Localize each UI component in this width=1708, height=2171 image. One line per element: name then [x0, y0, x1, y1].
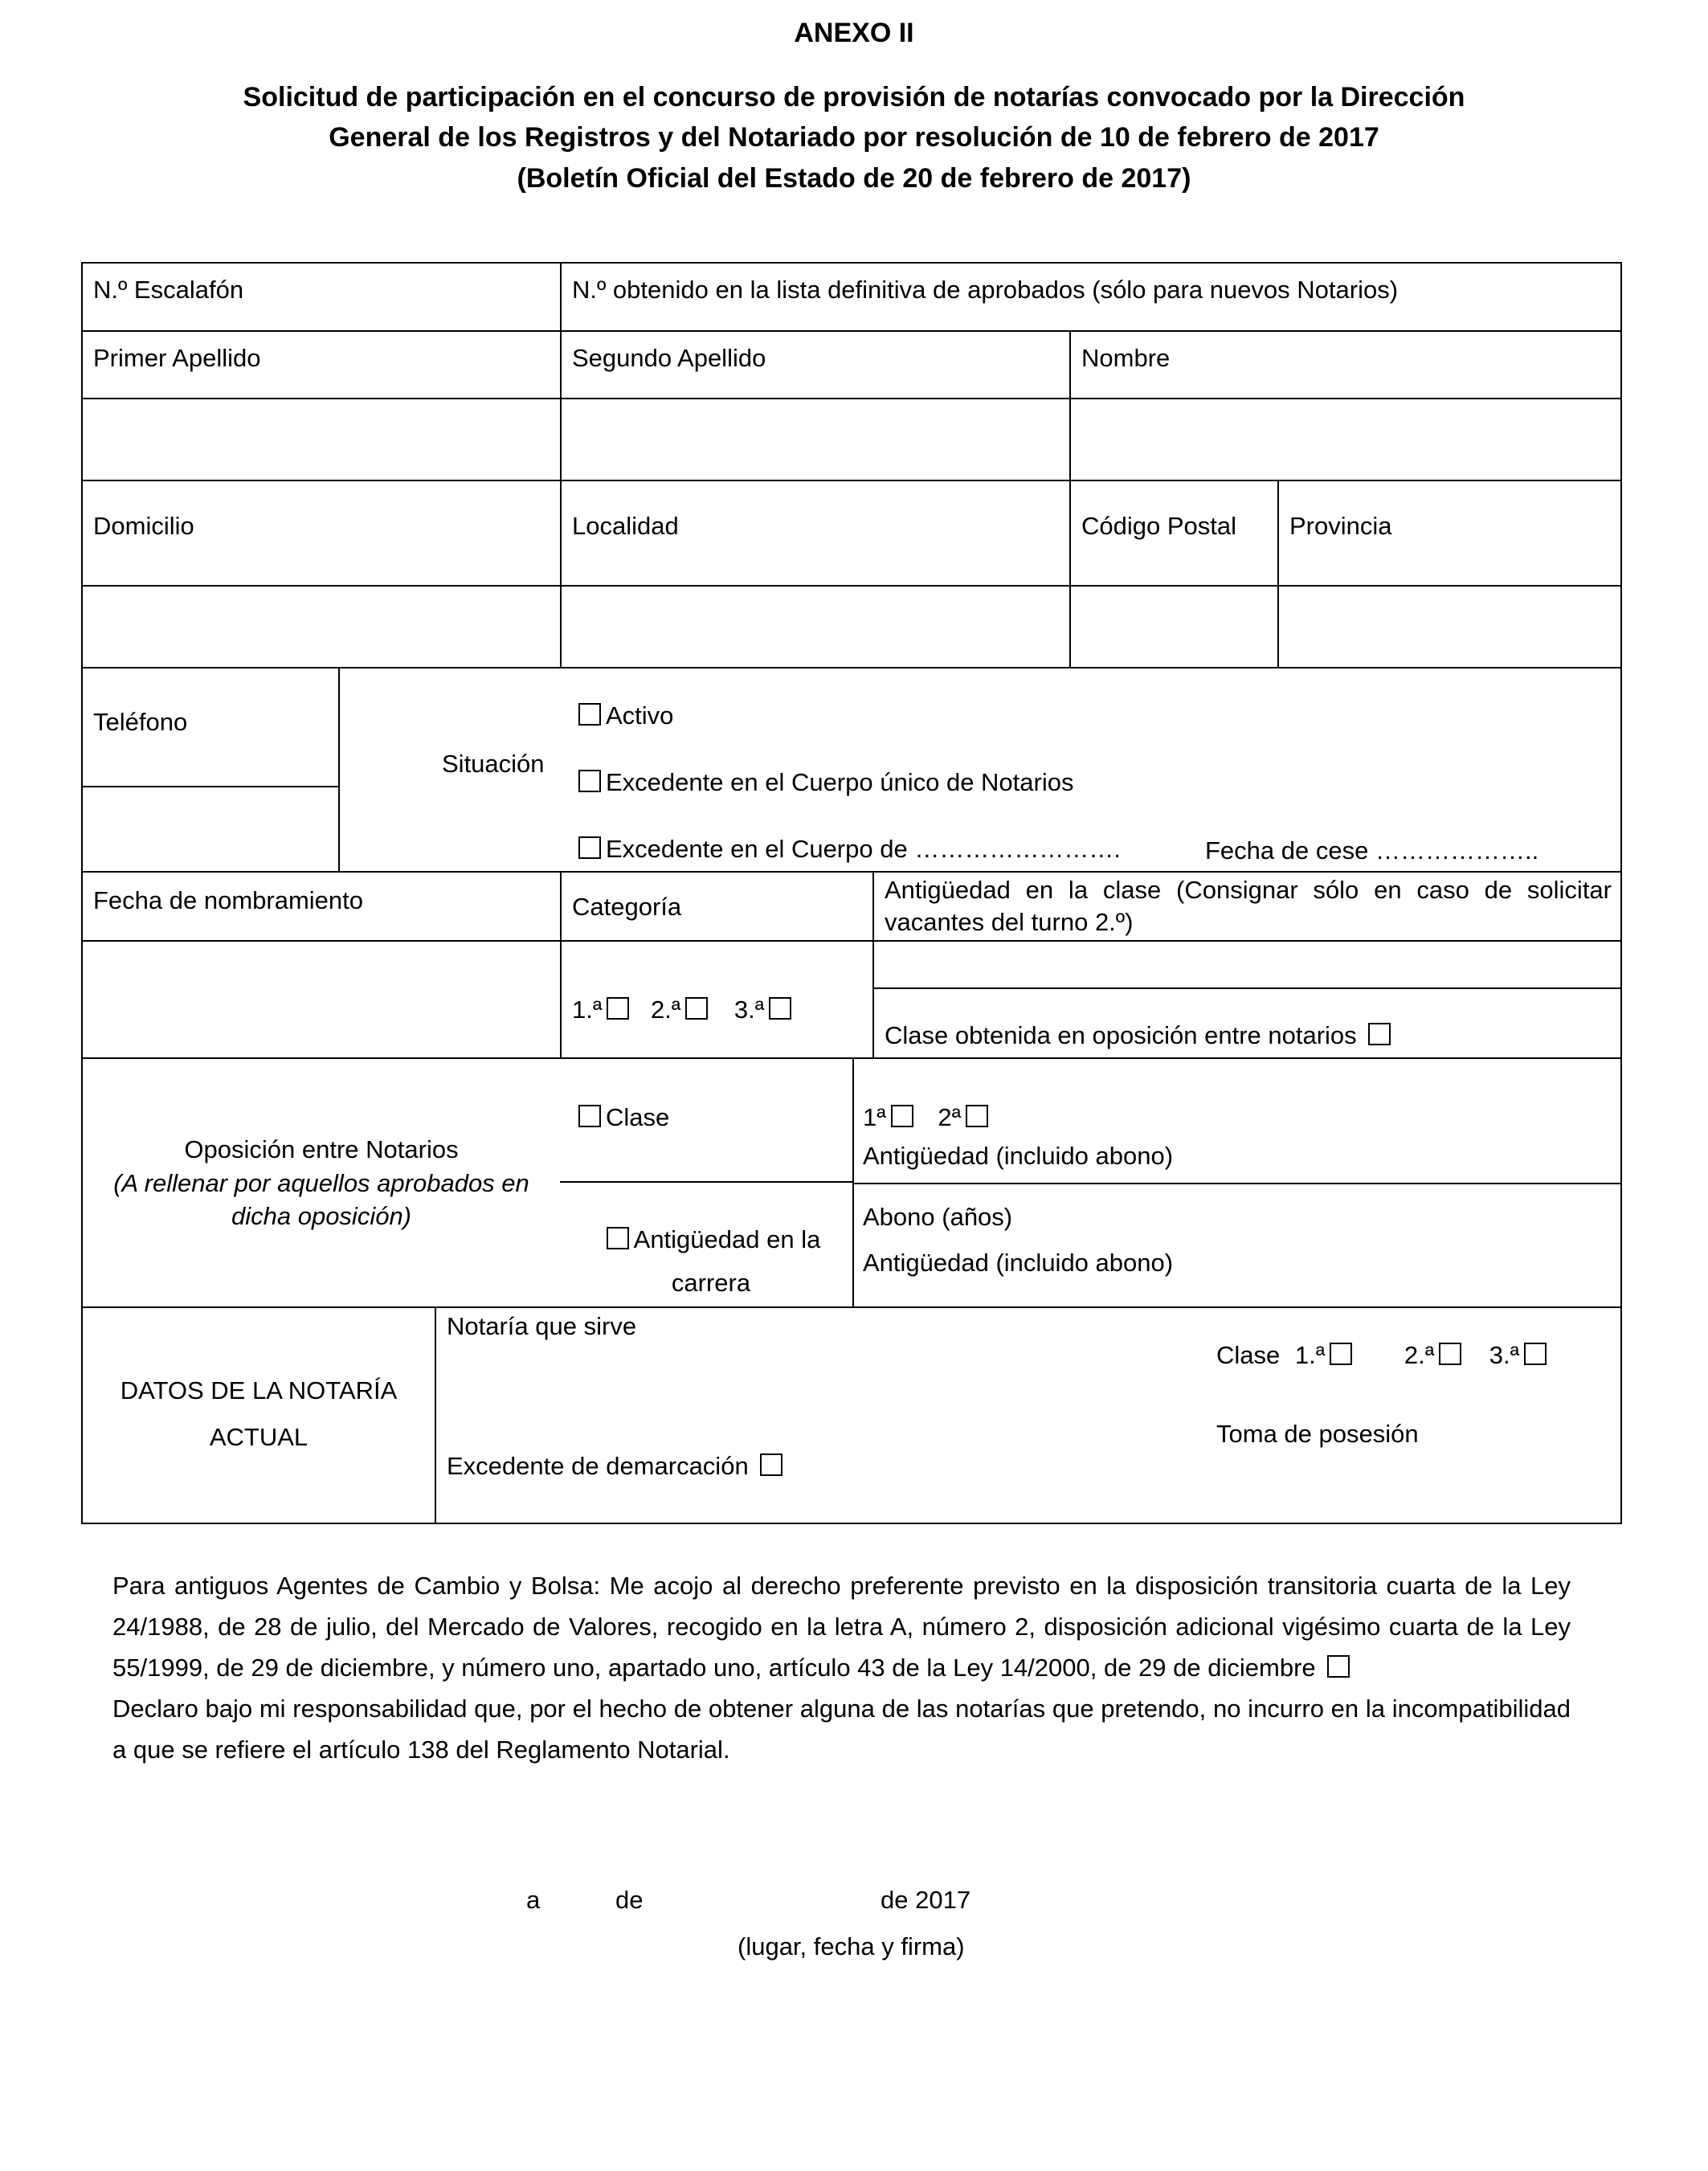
excedente-demarcacion-option[interactable]: Excedente de demarcación — [447, 1451, 787, 1481]
localidad-field[interactable] — [562, 587, 1069, 667]
form-title-line-3: (Boletín Oficial del Estado de 20 de febrero de 2017) — [517, 163, 1191, 194]
toma-posesion-label: Toma de posesión — [1216, 1420, 1419, 1448]
form-title-line-2: General de los Registros y del Notariado por resolución de 10 de febrero de 2017 — [329, 122, 1379, 153]
escalafon-label: N.º Escalafón — [93, 276, 244, 304]
oposicion-clase-1-checkbox[interactable] — [891, 1105, 913, 1127]
signature-de: de — [615, 1886, 644, 1914]
clase-notaria-1-checkbox[interactable] — [1330, 1343, 1352, 1365]
categoria-1-checkbox[interactable] — [607, 997, 629, 1020]
clase-notaria-options: Clase 1.ª 2.ª 3.ª — [1216, 1340, 1551, 1370]
clase-notaria-3-checkbox[interactable] — [1524, 1343, 1547, 1365]
provincia-field[interactable] — [1279, 587, 1620, 667]
datos-notaria-label: DATOS DE LA NOTARÍA ACTUAL — [120, 1376, 398, 1451]
nombre-label: Nombre — [1081, 344, 1171, 372]
oposicion-title: Oposición entre Notarios — [184, 1135, 459, 1163]
declaration-paragraph — [112, 1565, 1571, 1770]
categoria-3-checkbox[interactable] — [769, 997, 791, 1020]
fecha-nombramiento-field[interactable] — [83, 942, 560, 1057]
annex-title: ANEXO II — [794, 18, 914, 48]
excedente-unico-checkbox[interactable] — [578, 770, 601, 792]
antiguedad-carrera-option[interactable]: Antigüedad en la carrera — [578, 1218, 844, 1305]
clase-obtenida-checkbox[interactable] — [1368, 1023, 1391, 1045]
clase-notaria-2-checkbox[interactable] — [1439, 1343, 1461, 1365]
primer-apellido-label: Primer Apellido — [93, 344, 261, 372]
domicilio-field[interactable] — [83, 587, 560, 667]
antiguedad-clase-field[interactable] — [874, 942, 1620, 987]
activo-checkbox[interactable] — [578, 703, 601, 726]
situacion-excedente-unico-option[interactable]: Excedente en el Cuerpo único de Notarios — [574, 767, 1073, 797]
segundo-apellido-label: Segundo Apellido — [572, 344, 766, 372]
situacion-label: Situación — [442, 750, 545, 778]
agentes-text: Para antiguos Agentes de Cambio y Bolsa: Me acojo al derecho preferente previsto en la disposición transitoria cuarta de la Ley 24/1988, de 28 de julio, del Mercado de Valores, recogido en la letra A, número 2, disposición adicional vigésimo cuarta de la Ley 55/1999, de 29 de diciembre, y número uno, apartado uno, artículo 43 de la Ley 14/2000, de 29 de diciembre — [112, 1572, 1571, 1682]
oposicion-clase-checkbox[interactable] — [578, 1105, 601, 1127]
categoria-label: Categoría — [572, 893, 682, 921]
telefono-label: Teléfono — [93, 708, 188, 736]
nombre-field[interactable] — [1071, 399, 1620, 480]
numero-obtenido-label: N.º obtenido en la lista definitiva de aprobados (sólo para nuevos Notarios) — [572, 276, 1399, 304]
codigo-postal-label: Código Postal — [1081, 512, 1237, 540]
notaria-que-sirve-label: Notaría que sirve — [447, 1312, 637, 1340]
primer-apellido-field[interactable] — [83, 399, 560, 480]
localidad-label: Localidad — [572, 512, 679, 540]
responsabilidad-text: Declaro bajo mi responsabilidad que, por el hecho de obtener alguna de las notarías que pretendo, no incurro en la incompatibilidad a que se refiere el artículo 138 del Reglamento Notarial. — [112, 1695, 1571, 1764]
categoria-options: 1.ª 2.ª 3.ª — [572, 995, 796, 1024]
situacion-excedente-cuerpo-option[interactable]: Excedente en el Cuerpo de ……………………. — [574, 834, 1121, 864]
codigo-postal-field[interactable] — [1071, 587, 1277, 667]
signature-a: a — [526, 1886, 541, 1914]
situacion-activo-option[interactable]: Activo — [574, 701, 673, 730]
agentes-checkbox[interactable] — [1327, 1655, 1350, 1678]
provincia-label: Provincia — [1289, 512, 1392, 540]
oposicion-clase-option[interactable]: Clase — [574, 1102, 669, 1132]
telefono-field[interactable] — [83, 787, 338, 871]
signature-caption: (lugar, fecha y firma) — [738, 1932, 965, 1960]
excedente-demarcacion-checkbox[interactable] — [760, 1453, 782, 1476]
excedente-cuerpo-checkbox[interactable] — [578, 836, 601, 859]
categoria-2-checkbox[interactable] — [685, 997, 708, 1020]
oposicion-note: (A rellenar por aquellos aprobados en dicha oposición) — [113, 1169, 529, 1230]
signature-year: de 2017 — [881, 1886, 971, 1914]
fecha-cese-label: Fecha de cese ……………….. — [1205, 836, 1539, 865]
domicilio-label: Domicilio — [93, 512, 194, 540]
oposicion-clase-options: 1ª 2ª — [863, 1102, 993, 1132]
antiguedad-carrera-checkbox[interactable] — [607, 1227, 629, 1249]
clase-obtenida-option[interactable]: Clase obtenida en oposición entre notarios — [885, 1020, 1395, 1050]
form-title-line-1: Solicitud de participación en el concurso de provisión de notarías convocado por la Dirección — [243, 82, 1465, 112]
segundo-apellido-field[interactable] — [562, 399, 1069, 480]
fecha-nombramiento-label: Fecha de nombramiento — [93, 886, 364, 914]
antiguedad-incluido-abono-label-2: Antigüedad (incluido abono) — [863, 1249, 1174, 1277]
abono-label: Abono (años) — [863, 1203, 1013, 1231]
oposicion-clase-2-checkbox[interactable] — [966, 1105, 988, 1127]
antiguedad-incluido-abono-label-1: Antigüedad (incluido abono) — [863, 1142, 1174, 1170]
antiguedad-clase-label: Antigüedad en la clase (Consignar sólo en caso de solicitar vacantes del turno 2.º) — [885, 876, 1612, 936]
